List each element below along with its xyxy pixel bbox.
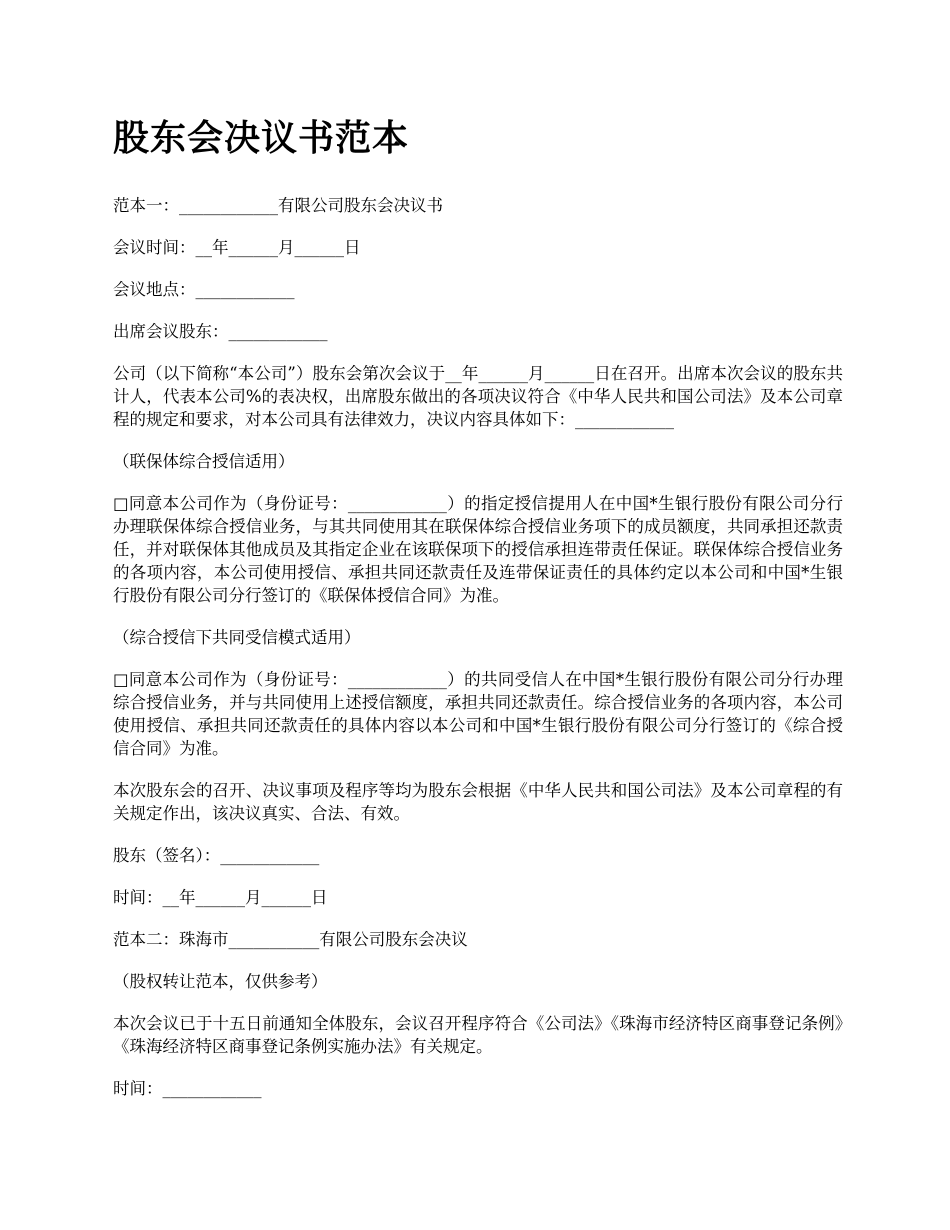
template-two-note: （股权转让范本，仅供参考） [113, 972, 328, 991]
co-credit-clause: □同意本公司作为（身份证号：____________）的共同受信人在中国*生银行股份有限公司分行办理综合授信业务，并与共同使用上述授信额度，承担共同还款责任。综合授信业务的各项内容，本公司使用授信、承担共同还款责任的具体内容以本公司和中国*生银行股份有限公司分行签订的《综合授信合同》为准。 [113, 670, 843, 758]
attending-shareholders: 出席会议股东：____________ [113, 322, 328, 341]
co-credit-section-label: （综合授信下共同受信模式适用） [113, 628, 361, 647]
meeting-location: 会议地点：____________ [113, 280, 295, 299]
template-two-time-line: 时间：____________ [113, 1079, 262, 1098]
meeting-intro-paragraph: 公司（以下简称“本公司”）股东会第次会议于__年______月______日在召开。出席本次会议的股东共计人，代表本公司%的表决权，出席股东做出的各项决议符合《中华人民共和国公司法》及本公司章程的规定和要求，对本公司具有法律效力，决议内容具体如下：____________ [113, 364, 843, 429]
joint-guarantee-section-label: （联保体综合授信适用） [113, 452, 295, 471]
shareholder-signature-line: 股东（签名）：____________ [113, 846, 320, 865]
joint-guarantee-clause: □同意本公司作为（身份证号：____________）的指定授信提用人在中国*生银行股份有限公司分行办理联保体综合授信业务，与其共同使用其在联保体综合授信业务项下的成员额度，共同承担还款责任，并对联保体其他成员及其指定企业在该联保项下的授信承担连带责任保证。联保体综合授信业务的各项内容，本公司使用授信、承担共同还款责任及连带保证责任的具体约定以本公司和中国*生银行股份有限公司分行签订的《联保体授信合同》为准。 [113, 494, 843, 605]
signature-date-line: 时间：__年______月______日 [113, 888, 328, 907]
notice-compliance-paragraph: 本次会议已于十五日前通知全体股东，会议召开程序符合《公司法》《珠海市经济特区商事登记条例》《珠海经济特区商事登记条例实施办法》有关规定。 [113, 1014, 843, 1056]
validity-statement: 本次股东会的召开、决议事项及程序等均为股东会根据《中华人民共和国公司法》及本公司章程的有关规定作出，该决议真实、合法、有效。 [113, 781, 843, 823]
meeting-time: 会议时间：__年______月______日 [113, 238, 361, 257]
template-one-heading: 范本一：____________有限公司股东会决议书 [113, 196, 443, 215]
document-page [113, 112, 843, 1119]
template-two-heading: 范本二：珠海市___________有限公司股东会决议 [113, 930, 468, 949]
document-title: 股东会决议书范本 [113, 117, 410, 159]
